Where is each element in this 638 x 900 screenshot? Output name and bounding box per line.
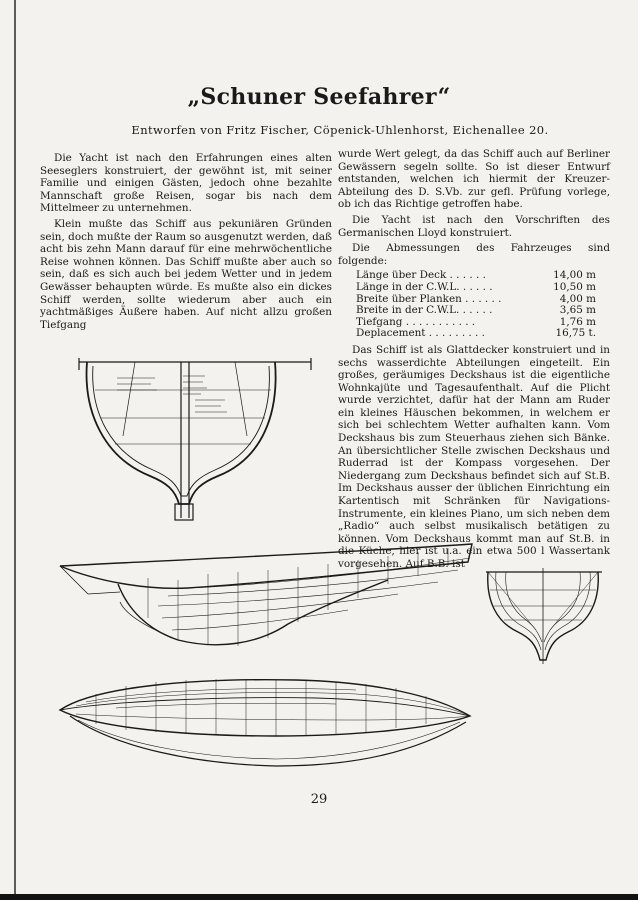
dimension-value: 1,76 m: [559, 315, 596, 328]
body-plan-drawing: [476, 560, 612, 668]
dimension-row: [356, 305, 596, 317]
hull-profile-drawing: [58, 540, 476, 658]
dimension-label: Deplacement . . . . . . . . .: [356, 327, 485, 340]
article-byline: Entworfen von Fritz Fischer, Cöpenick-Uhlenhorst, Eichenallee 20.: [131, 123, 549, 137]
dimension-row: [356, 282, 596, 294]
dimension-label: Breite in der C.W.L. . . . . .: [356, 304, 493, 317]
dimension-value: 14,00 m: [553, 269, 596, 282]
dimension-label: Länge in der C.W.L. . . . . .: [356, 280, 493, 293]
half-breadth-plan-drawing: [56, 666, 474, 778]
dimension-label: Länge über Deck . . . . . .: [356, 269, 486, 282]
dimension-value: 4,00 m: [559, 292, 596, 305]
dimension-label: Tiefgang . . . . . . . . . . .: [356, 315, 476, 328]
paragraph: wurde Wert gelegt, da das Schiff auch auf Berliner Gewässern segeln sollte. So ist dieser Entwurf entstanden, welchen ich hiermit der Kreuzer-Abteilung des D. S.Vb. zur gefl. Prüfung vorlege, ob ich das Richtige getroffen habe.: [338, 148, 610, 211]
binding-edge: [14, 0, 16, 900]
midship-section-drawing: [75, 318, 315, 528]
dimension-value: 10,50 m: [553, 280, 596, 293]
paragraph: Das Schiff ist als Glattdecker konstruiert und in sechs wasserdichte Abteilungen eingeteilt. Ein großes, geräumiges Deckshaus ist die eigentliche Wohnkajüte und Tagesaufenthalt. Auf die Plicht wurde verzichtet, dafür hat der Mann am Ruder ein kleines Häuschen bekommen, in welchem er sich bei schlechtem Wetter aufhalten kann. Vom Deckshaus bis zum Steuerhaus ziehen sich Bänke. An übersichtlicher Stelle zwischen Deckshaus und Ruderrad ist der Kompass vorgesehen. Der Niedergang zum Deckshaus befindet sich auf St.B. Im Deckshaus ausser der üblichen Einrichtung ein Kartentisch mit Schränken für Navigations-Instrumente, ein kleines Piano, um sich neben dem „Radio“ auch selbst musikalisch betätigen zu können. Vom Deckshaus kommt man auf St.B. in die Küche, hier ist u.a. ein etwa 500 l Wassertank vorgesehen. Auf B.B. ist: [338, 343, 610, 570]
dimension-label: Breite über Planken . . . . . .: [356, 292, 502, 305]
left-column: [40, 152, 332, 334]
dimension-value: 3,65 m: [559, 304, 596, 317]
right-column: [338, 148, 610, 574]
article-title: „Schuner Seefahrer“: [187, 84, 451, 110]
paragraph: Die Yacht ist nach den Erfahrungen eines alten Seeseglers konstruiert, der gewöhnt ist, mit seiner Familie und einigen Gästen, jedoch ohne bezahlte Mannschaft große Reisen, sogar bis nach dem Mittelmeer zu unternehmen.: [40, 152, 332, 215]
dimension-value: 16,75 t.: [555, 327, 596, 340]
paragraph: Klein mußte das Schiff aus pekuniären Gründen sein, doch mußte der Raum so ausgenutzt werden, daß acht bis zehn Mann darauf für eine mehrwöchentliche Reise wohnen können. Das Schiff mußte aber auch so sein, daß es sich auch bei jedem Wetter und in jedem Gewässer behaupten würde. Es mußte also ein dickes Schiff werden, sollte wiederum aber auch ein yachtmäßiges Äußere haben. Auf nicht allzu großen Tiefgang: [40, 217, 332, 331]
paragraph: Die Abmessungen des Fahrzeuges sind folgende:: [338, 242, 610, 267]
scan-bottom-edge: [0, 894, 638, 900]
paragraph: Die Yacht ist nach den Vorschriften des Germanischen Lloyd konstruiert.: [338, 213, 610, 239]
dimension-row: [356, 328, 596, 340]
page-number: 29: [310, 792, 328, 807]
dimensions-table: [356, 270, 596, 340]
